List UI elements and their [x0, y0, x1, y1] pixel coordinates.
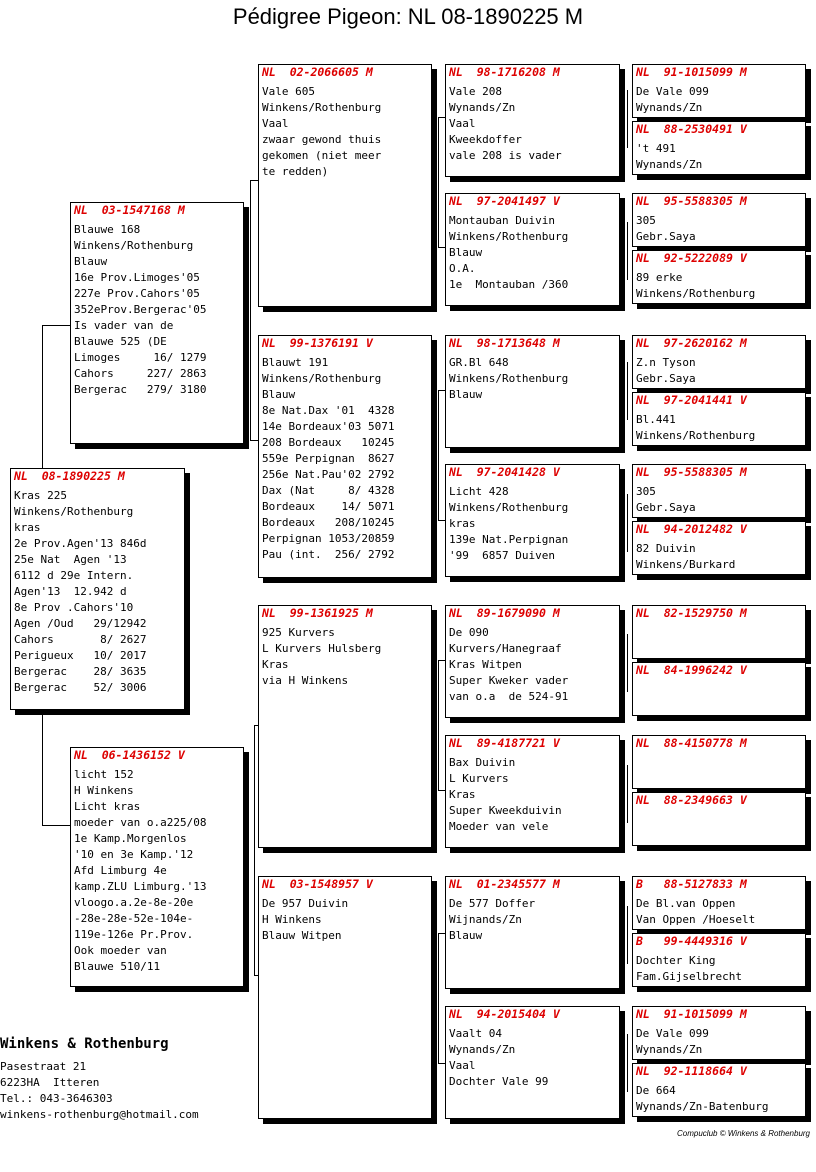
detail-line: 14e Bordeaux'03 5071: [262, 420, 395, 433]
connector: [438, 390, 439, 520]
detail-line: Blauw: [449, 388, 483, 401]
card-details: [262, 355, 429, 563]
pedigree-card-ddsd: [632, 933, 806, 987]
breeder-phone: Tel.: 043-3646303: [0, 1092, 113, 1105]
card-details: [636, 84, 803, 116]
detail-line: Vale 605: [262, 85, 315, 98]
detail-line: Licht kras: [74, 800, 141, 813]
card-details: [636, 953, 803, 985]
card-details: [449, 355, 617, 403]
connector: [438, 933, 439, 1063]
detail-line: 559e Perpignan 8627: [262, 452, 395, 465]
card-details: [262, 896, 429, 944]
detail-line: 1e Montauban /360: [449, 278, 569, 291]
detail-line: H Winkens: [74, 784, 134, 797]
connector: [438, 520, 445, 521]
detail-line: Perpignan 1053/20859: [262, 532, 395, 545]
detail-line: Winkens/Rothenburg: [636, 429, 756, 442]
detail-line: Winkens/Burkard: [636, 558, 736, 571]
detail-line: Blauwt 191: [262, 356, 329, 369]
ring-number: NL 98-1713648 M: [449, 336, 560, 350]
ring-number: NL 89-4187721 V: [449, 736, 560, 750]
detail-line: 119e-126e Pr.Prov.: [74, 928, 194, 941]
pedigree-card-ssdd: [632, 250, 806, 304]
detail-line: Super Kweker vader: [449, 674, 569, 687]
pedigree-card-sire-sire: [258, 64, 432, 307]
detail-line: Kras: [262, 658, 289, 671]
detail-line: Blauw: [449, 929, 483, 942]
detail-line: L Kurvers Hulsberg: [262, 642, 382, 655]
detail-line: 256e Nat.Pau'02 2792: [262, 468, 395, 481]
card-details: [636, 896, 803, 928]
detail-line: Kweekdoffer: [449, 133, 522, 146]
ring-number: NL 95-5588305 M: [636, 465, 747, 479]
detail-line: O.A.: [449, 262, 476, 275]
detail-line: 16e Prov.Limoges'05: [74, 271, 200, 284]
detail-line: De 577 Doffer: [449, 897, 536, 910]
ring-number: NL 01-2345577 M: [449, 877, 560, 891]
detail-line: Pau (int. 256/ 2792: [262, 548, 395, 561]
detail-line: Vale 208: [449, 85, 502, 98]
connector: [438, 660, 439, 790]
connector: [250, 440, 258, 441]
detail-line: Cahors 227/ 2863: [74, 367, 207, 380]
detail-line: Winkens/Rothenburg: [14, 505, 134, 518]
connector: [250, 180, 258, 181]
connector: [627, 222, 628, 280]
pedigree-card-ssss: [632, 64, 806, 118]
pedigree-card-dss: [445, 605, 620, 718]
detail-line: Blauw: [262, 388, 296, 401]
connector: [42, 325, 70, 326]
ring-number: NL 92-5222089 V: [636, 251, 747, 265]
detail-line: Dochter King: [636, 954, 716, 967]
connector: [438, 390, 445, 391]
detail-line: 925 Kurvers: [262, 626, 335, 639]
pedigree-card-sdsd: [632, 392, 806, 446]
detail-line: Bl.441: [636, 413, 676, 426]
pedigree-card-sdss: [632, 335, 806, 389]
card-details: [262, 84, 429, 180]
detail-line: Bordeaux 208/10245: [262, 516, 395, 529]
pedigree-card-dssd: [632, 662, 806, 716]
detail-line: Blauwe 168: [74, 223, 141, 236]
ring-number: NL 97-2041428 V: [449, 465, 560, 479]
card-details: [449, 84, 617, 164]
detail-line: Agen'13 12.942 d: [14, 585, 127, 598]
detail-line: Gebr.Saya: [636, 501, 696, 514]
detail-line: 305: [636, 485, 656, 498]
detail-line: 8e Prov .Cahors'10: [14, 601, 134, 614]
pedigree-card-subject: [10, 468, 185, 710]
connector: [438, 933, 445, 934]
detail-line: 227e Prov.Cahors'05: [74, 287, 200, 300]
detail-line: Vaalt 04: [449, 1027, 502, 1040]
pedigree-card-ddds: [632, 1006, 806, 1060]
detail-line: 25e Nat Agen '13: [14, 553, 127, 566]
breeder-address: Pasestraat 21: [0, 1060, 87, 1073]
card-details: [449, 213, 617, 293]
detail-line: De Bl.van Oppen: [636, 897, 736, 910]
breeder-email: winkens-rothenburg@hotmail.com: [0, 1108, 199, 1121]
connector: [438, 660, 445, 661]
detail-line: te redden): [262, 165, 329, 178]
detail-line: 305: [636, 214, 656, 227]
ring-number: NL 88-2349663 V: [636, 793, 747, 807]
pedigree-card-sdd: [445, 464, 620, 577]
ring-number: NL 91-1015099 M: [636, 1007, 747, 1021]
ring-number: NL 03-1548957 V: [262, 877, 373, 891]
connector: [438, 790, 445, 791]
connector: [627, 1034, 628, 1092]
detail-line: Afd Limburg 4e: [74, 864, 167, 877]
pedigree-card-ssds: [632, 193, 806, 247]
detail-line: -28e-28e-52e-104e-: [74, 912, 194, 925]
pedigree-card-ssd: [445, 193, 620, 306]
detail-line: Wynands/Zn: [449, 101, 516, 114]
connector: [438, 117, 439, 247]
detail-line: Vaal: [449, 1059, 476, 1072]
detail-line: Winkens/Rothenburg: [449, 230, 569, 243]
detail-line: Winkens/Rothenburg: [449, 372, 569, 385]
card-details: [636, 1026, 803, 1058]
card-details: [449, 896, 617, 944]
detail-line: Fam.Gijselbrecht: [636, 970, 742, 983]
detail-line: Blauwe 510/11: [74, 960, 161, 973]
ring-number: NL 97-2041441 V: [636, 393, 747, 407]
detail-line: L Kurvers: [449, 772, 509, 785]
detail-line: Gebr.Saya: [636, 372, 696, 385]
connector: [627, 634, 628, 692]
detail-line: '10 en 3e Kamp.'12: [74, 848, 194, 861]
card-details: [636, 541, 803, 573]
ring-number: NL 06-1436152 V: [74, 748, 185, 762]
detail-line: De Vale 099: [636, 1027, 709, 1040]
connector: [627, 362, 628, 420]
card-details: [449, 484, 617, 564]
ring-number: B 99-4449316 V: [636, 934, 747, 948]
detail-line: vale 208 is vader: [449, 149, 562, 162]
detail-line: van o.a de 524-91: [449, 690, 569, 703]
breeder-name: Winkens & Rothenburg: [0, 1036, 169, 1052]
card-details: [636, 484, 803, 516]
footer-credit: Compuclub © Winkens & Rothenburg: [677, 1129, 810, 1138]
pedigree-card-sire-dam: [258, 335, 432, 578]
card-details: [636, 141, 803, 173]
connector: [42, 825, 70, 826]
ring-number: NL 03-1547168 M: [74, 203, 185, 217]
ring-number: NL 98-1716208 M: [449, 65, 560, 79]
ring-number: NL 08-1890225 M: [14, 469, 125, 483]
connector: [254, 725, 255, 975]
ring-number: NL 89-1679090 M: [449, 606, 560, 620]
page-title: Pédigree Pigeon: NL 08-1890225 M: [232, 4, 584, 29]
detail-line: Super Kweekduivin: [449, 804, 562, 817]
connector: [42, 325, 43, 469]
card-details: [636, 1083, 803, 1115]
detail-line: vloogo.a.2e-8e-20e: [74, 896, 194, 909]
detail-line: Moeder van vele: [449, 820, 549, 833]
detail-line: 't 491: [636, 142, 676, 155]
card-details: [636, 355, 803, 387]
detail-line: Wynands/Zn: [636, 158, 703, 171]
connector: [627, 906, 628, 964]
detail-line: Winkens/Rothenburg: [449, 501, 569, 514]
ring-number: NL 92-1118664 V: [636, 1064, 747, 1078]
card-details: [449, 625, 617, 705]
detail-line: Kras: [449, 788, 476, 801]
pedigree-card-sire: [70, 202, 244, 444]
pedigree-card-dam-sire: [258, 605, 432, 848]
ring-number: NL 99-1361925 M: [262, 606, 373, 620]
detail-line: Gebr.Saya: [636, 230, 696, 243]
detail-line: gekomen (niet meer: [262, 149, 382, 162]
detail-line: Vaal: [262, 117, 289, 130]
card-details: [449, 755, 617, 835]
detail-line: De Vale 099: [636, 85, 709, 98]
ring-number: NL 88-2530491 V: [636, 122, 747, 136]
pedigree-card-sssd: [632, 121, 806, 175]
detail-line: Bergerac 28/ 3635: [14, 665, 147, 678]
detail-line: Bax Duivin: [449, 756, 516, 769]
detail-line: Montauban Duivin: [449, 214, 555, 227]
detail-line: 352eProv.Bergerac'05: [74, 303, 207, 316]
detail-line: Dax (Nat 8/ 4328: [262, 484, 395, 497]
detail-line: Vaal: [449, 117, 476, 130]
ring-number: NL 84-1996242 V: [636, 663, 747, 677]
detail-line: Agen /Oud 29/12942: [14, 617, 147, 630]
pedigree-card-sdds: [632, 464, 806, 518]
detail-line: Blauw: [74, 255, 108, 268]
pedigree-card-sddd: [632, 521, 806, 575]
detail-line: 1e Kamp.Morgenlos: [74, 832, 187, 845]
detail-line: Blauw Witpen: [262, 929, 342, 942]
ring-number: NL 95-5588305 M: [636, 194, 747, 208]
detail-line: licht 152: [74, 768, 134, 781]
pedigree-card-sds: [445, 335, 620, 448]
ring-number: NL 82-1529750 M: [636, 606, 747, 620]
detail-line: Wynands/Zn: [449, 1043, 516, 1056]
card-details: [74, 767, 241, 975]
detail-line: Ook moeder van: [74, 944, 167, 957]
detail-line: 82 Duivin: [636, 542, 696, 555]
detail-line: Bordeaux 14/ 5071: [262, 500, 395, 513]
detail-line: Blauwe 525 (DE: [74, 335, 167, 348]
detail-line: Wynands/Zn: [636, 101, 703, 114]
ring-number: NL 02-2066605 M: [262, 65, 373, 79]
ring-number: NL 91-1015099 M: [636, 65, 747, 79]
pedigree-card-dddd: [632, 1063, 806, 1117]
detail-line: kras: [14, 521, 41, 534]
pedigree-card-dds: [445, 876, 620, 989]
ring-number: NL 88-4150778 M: [636, 736, 747, 750]
connector: [438, 1063, 445, 1064]
card-details: [636, 270, 803, 302]
ring-number: NL 99-1376191 V: [262, 336, 373, 350]
ring-number: NL 94-2012482 V: [636, 522, 747, 536]
detail-line: Winkens/Rothenburg: [636, 287, 756, 300]
connector: [627, 765, 628, 823]
connector: [627, 90, 628, 148]
detail-line: Perigueux 10/ 2017: [14, 649, 147, 662]
connector: [627, 494, 628, 552]
detail-line: 139e Nat.Perpignan: [449, 533, 569, 546]
pedigree-card-dsds: [632, 735, 806, 789]
detail-line: De 957 Duivin: [262, 897, 349, 910]
ring-number: NL 97-2041497 V: [449, 194, 560, 208]
detail-line: kras: [449, 517, 476, 530]
detail-line: H Winkens: [262, 913, 322, 926]
detail-line: Kurvers/Hanegraaf: [449, 642, 562, 655]
connector: [42, 710, 43, 825]
connector: [250, 180, 251, 440]
connector: [438, 247, 445, 248]
card-details: [636, 213, 803, 245]
card-details: [74, 222, 241, 398]
card-details: [262, 625, 429, 689]
detail-line: Winkens/Rothenburg: [262, 372, 382, 385]
detail-line: 8e Nat.Dax '01 4328: [262, 404, 395, 417]
detail-line: Wijnands/Zn: [449, 913, 522, 926]
detail-line: 208 Bordeaux 10245: [262, 436, 395, 449]
pedigree-card-dsd: [445, 735, 620, 848]
detail-line: Bergerac 52/ 3006: [14, 681, 147, 694]
ring-number: B 88-5127833 M: [636, 877, 747, 891]
connector: [438, 117, 445, 118]
detail-line: Winkens/Rothenburg: [262, 101, 382, 114]
detail-line: Limoges 16/ 1279: [74, 351, 207, 364]
ring-number: NL 97-2620162 M: [636, 336, 747, 350]
detail-line: Winkens/Rothenburg: [74, 239, 194, 252]
detail-line: kamp.ZLU Limburg.'13: [74, 880, 207, 893]
pedigree-card-sss: [445, 64, 620, 177]
detail-line: De 090: [449, 626, 489, 639]
pedigree-card-ddd: [445, 1006, 620, 1119]
card-details: [636, 412, 803, 444]
detail-line: Wynands/Zn-Batenburg: [636, 1100, 769, 1113]
pedigree-card-ddss: [632, 876, 806, 930]
card-details: [14, 488, 182, 696]
breeder-postal: 6223HA Itteren: [0, 1076, 100, 1089]
breeder-info: [0, 1035, 199, 1123]
detail-line: Z.n Tyson: [636, 356, 696, 369]
pedigree-card-dsdd: [632, 792, 806, 846]
detail-line: Is vader van de: [74, 319, 174, 332]
detail-line: GR.Bl 648: [449, 356, 509, 369]
pedigree-card-dsss: [632, 605, 806, 659]
detail-line: Cahors 8/ 2627: [14, 633, 147, 646]
detail-line: 89 erke: [636, 271, 683, 284]
detail-line: Wynands/Zn: [636, 1043, 703, 1056]
detail-line: moeder van o.a225/08: [74, 816, 207, 829]
pedigree-card-dam-dam: [258, 876, 432, 1119]
detail-line: Van Oppen /Hoeselt: [636, 913, 756, 926]
card-details: [449, 1026, 617, 1090]
detail-line: '99 6857 Duiven: [449, 549, 555, 562]
detail-line: 2e Prov.Agen'13 846d: [14, 537, 147, 550]
detail-line: Bergerac 279/ 3180: [74, 383, 207, 396]
detail-line: 6112 d 29e Intern.: [14, 569, 134, 582]
ring-number: NL 94-2015404 V: [449, 1007, 560, 1021]
detail-line: Blauw: [449, 246, 483, 259]
detail-line: Kras 225: [14, 489, 67, 502]
pedigree-card-dam: [70, 747, 244, 987]
detail-line: De 664: [636, 1084, 676, 1097]
detail-line: via H Winkens: [262, 674, 349, 687]
detail-line: zwaar gewond thuis: [262, 133, 382, 146]
detail-line: Kras Witpen: [449, 658, 522, 671]
detail-line: Dochter Vale 99: [449, 1075, 549, 1088]
detail-line: Licht 428: [449, 485, 509, 498]
